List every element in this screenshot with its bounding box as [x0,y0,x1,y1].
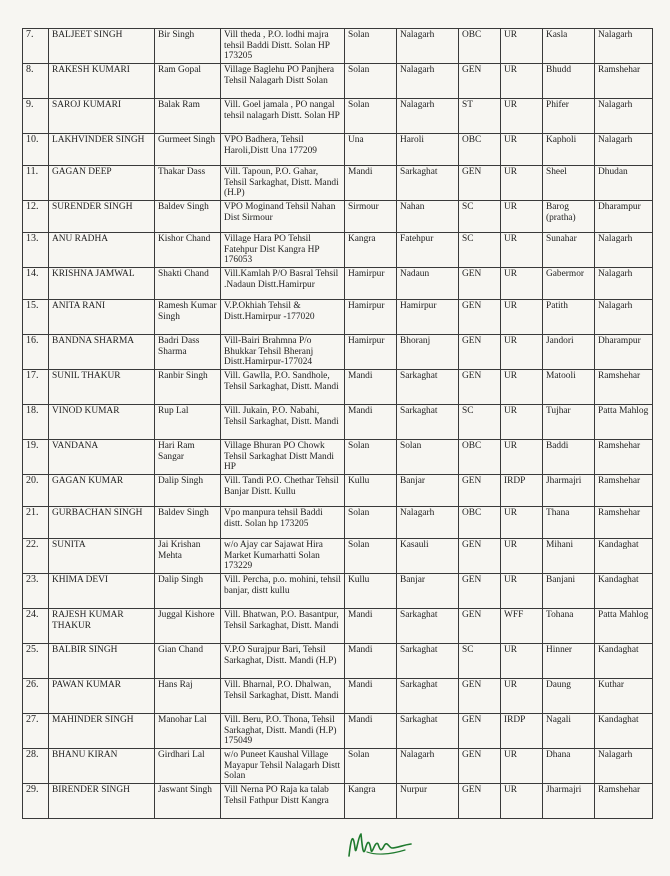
serial-number-cell: 26. [23,679,49,714]
district-cell: Mandi [345,405,397,440]
choice-cell: Nalagarh [595,134,653,166]
father-name-cell: Baldev Singh [155,507,221,539]
serial-number-cell: 7. [23,29,49,64]
choice-cell: Kandaghat [595,714,653,749]
area-cell: IRDP [501,475,543,507]
tehsil-cell: Sarkaghat [397,714,459,749]
tehsil-cell: Nalagarh [397,749,459,784]
signature [345,828,425,867]
address-cell: Vill. Bhatwan, P.O. Basantpur, Tehsil Sarkaghat, Distt. Mandi [221,609,345,644]
district-cell: Solan [345,29,397,64]
district-cell: Solan [345,507,397,539]
address-cell: Vill.Kamlah P/O Basral Tehsil .Nadaun Distt.Hamirpur [221,268,345,300]
father-name-cell: Rup Lal [155,405,221,440]
category-cell: GEN [459,749,501,784]
district-cell: Mandi [345,166,397,201]
category-cell: OBC [459,134,501,166]
category-cell: SC [459,644,501,679]
tehsil-cell: Sarkaghat [397,644,459,679]
area-cell: UR [501,29,543,64]
district-cell: Solan [345,539,397,574]
address-cell: w/o Puneet Kaushal Village Mayapur Tehsil Nalagarh Distt Solan [221,749,345,784]
choice-cell: Ramshehar [595,507,653,539]
address-cell: V.P.O Surajpur Bari, Tehsil Sarkaghat, Distt. Mandi (H.P) [221,644,345,679]
table-row [23,539,653,574]
district-cell: Hamirpur [345,300,397,335]
village-cell: Dhana [543,749,595,784]
village-cell: Hinner [543,644,595,679]
candidate-name-cell: BALBIR SINGH [49,644,155,679]
category-cell: SC [459,233,501,268]
serial-number-cell: 20. [23,475,49,507]
district-cell: Hamirpur [345,268,397,300]
village-cell: Thana [543,507,595,539]
tehsil-cell: Hamirpur [397,300,459,335]
area-cell: UR [501,644,543,679]
candidate-rows [23,29,653,819]
choice-cell: Nalagarh [595,99,653,134]
tehsil-cell: Nadaun [397,268,459,300]
candidate-name-cell: ANU RADHA [49,233,155,268]
area-cell: UR [501,64,543,99]
choice-cell: Nalagarh [595,29,653,64]
tehsil-cell: Sarkaghat [397,609,459,644]
address-cell: VPO Moginand Tehsil Nahan Dist Sirmour [221,201,345,233]
category-cell: GEN [459,166,501,201]
category-cell: SC [459,405,501,440]
category-cell: GEN [459,268,501,300]
table-row [23,268,653,300]
district-cell: Kullu [345,475,397,507]
area-cell: UR [501,335,543,370]
tehsil-cell: Sarkaghat [397,679,459,714]
table-row [23,233,653,268]
serial-number-cell: 23. [23,574,49,609]
tehsil-cell: Sarkaghat [397,405,459,440]
category-cell: ST [459,99,501,134]
category-cell: GEN [459,335,501,370]
serial-number-cell: 25. [23,644,49,679]
father-name-cell: Baldev Singh [155,201,221,233]
table-row [23,335,653,370]
serial-number-cell: 29. [23,784,49,819]
area-cell: UR [501,539,543,574]
village-cell: Patith [543,300,595,335]
district-cell: Mandi [345,714,397,749]
father-name-cell: Ramesh Kumar Singh [155,300,221,335]
category-cell: GEN [459,784,501,819]
candidate-name-cell: BANDNA SHARMA [49,335,155,370]
address-cell: Vill Nerna PO Raja ka talab Tehsil Fathpur Distt Kangra [221,784,345,819]
district-cell: Mandi [345,370,397,405]
choice-cell: Ramshehar [595,440,653,475]
candidate-name-cell: KRISHNA JAMWAL [49,268,155,300]
district-cell: Mandi [345,679,397,714]
area-cell: IRDP [501,714,543,749]
village-cell: Tohana [543,609,595,644]
category-cell: GEN [459,609,501,644]
area-cell: UR [501,268,543,300]
address-cell: Vill. Beru, P.O. Thona, Tehsil Sarkaghat, Distt. Mandi (H.P) 175049 [221,714,345,749]
father-name-cell: Dalip Singh [155,574,221,609]
village-cell: Phifer [543,99,595,134]
father-name-cell: Bir Singh [155,29,221,64]
village-cell: Jharmajri [543,784,595,819]
handwritten-signature-icon [345,828,425,862]
village-cell: Kapholi [543,134,595,166]
choice-cell: Ramshehar [595,475,653,507]
table-row [23,679,653,714]
father-name-cell: Shakti Chand [155,268,221,300]
father-name-cell: Jaswant Singh [155,784,221,819]
tehsil-cell: Nahan [397,201,459,233]
district-cell: Mandi [345,609,397,644]
village-cell: Tujhar [543,405,595,440]
candidate-name-cell: PAWAN KUMAR [49,679,155,714]
father-name-cell: Thakar Dass [155,166,221,201]
district-cell: Una [345,134,397,166]
candidate-name-cell: SUNIL THAKUR [49,370,155,405]
table-row [23,714,653,749]
district-cell: Solan [345,64,397,99]
address-cell: Vill. Tandi P.O. Chethar Tehsil Banjar Distt. Kullu [221,475,345,507]
address-cell: Vill. Bharnal, P.O. Dhalwan, Tehsil Sarkaghat, Distt. Mandi [221,679,345,714]
serial-number-cell: 18. [23,405,49,440]
candidate-name-cell: KHIMA DEVI [49,574,155,609]
candidate-name-cell: MAHINDER SINGH [49,714,155,749]
table-row [23,475,653,507]
village-cell: Jandori [543,335,595,370]
candidate-name-cell: BALJEET SINGH [49,29,155,64]
area-cell: UR [501,233,543,268]
father-name-cell: Dalip Singh [155,475,221,507]
choice-cell: Nalagarh [595,233,653,268]
candidate-name-cell: BIRENDER SINGH [49,784,155,819]
village-cell: Jharmajri [543,475,595,507]
district-cell: Mandi [345,644,397,679]
category-cell: GEN [459,539,501,574]
candidate-name-cell: SURENDER SINGH [49,201,155,233]
address-cell: Vill. Goel jamala , PO nangal tehsil nalagarh Distt. Solan HP [221,99,345,134]
serial-number-cell: 10. [23,134,49,166]
area-cell: UR [501,405,543,440]
candidate-name-cell: GURBACHAN SINGH [49,507,155,539]
village-cell: Daung [543,679,595,714]
address-cell: Vill. Tapoun, P.O. Gahar, Tehsil Sarkaghat, Distt. Mandi (H.P) [221,166,345,201]
candidate-name-cell: SAROJ KUMARI [49,99,155,134]
village-cell: Sheel [543,166,595,201]
serial-number-cell: 22. [23,539,49,574]
tehsil-cell: Fatehpur [397,233,459,268]
table-row [23,370,653,405]
area-cell: UR [501,574,543,609]
area-cell: UR [501,300,543,335]
table-row [23,574,653,609]
father-name-cell: Gurmeet Singh [155,134,221,166]
serial-number-cell: 17. [23,370,49,405]
candidate-name-cell: BHANU KIRAN [49,749,155,784]
father-name-cell: Manohar Lal [155,714,221,749]
area-cell: WFF [501,609,543,644]
table-row [23,609,653,644]
table-row [23,405,653,440]
choice-cell: Ramshehar [595,784,653,819]
table-row [23,29,653,64]
category-cell: GEN [459,679,501,714]
village-cell: Banjani [543,574,595,609]
category-cell: SC [459,201,501,233]
village-cell: Bhudd [543,64,595,99]
category-cell: GEN [459,64,501,99]
serial-number-cell: 21. [23,507,49,539]
choice-cell: Nalagarh [595,300,653,335]
category-cell: GEN [459,574,501,609]
serial-number-cell: 15. [23,300,49,335]
father-name-cell: Balak Ram [155,99,221,134]
tehsil-cell: Nalagarh [397,29,459,64]
district-cell: Solan [345,749,397,784]
address-cell: Vill-Bairi Brahmna P/o Bhukkar Tehsil Bheranj Distt.Hamirpur-177024 [221,335,345,370]
village-cell: Mihani [543,539,595,574]
area-cell: UR [501,370,543,405]
area-cell: UR [501,507,543,539]
choice-cell: Dharampur [595,335,653,370]
candidate-name-cell: VINOD KUMAR [49,405,155,440]
tehsil-cell: Sarkaghat [397,166,459,201]
village-cell: Kasla [543,29,595,64]
tehsil-cell: Banjar [397,574,459,609]
address-cell: V.P.Okhiah Tehsil & Distt.Hamirpur -177020 [221,300,345,335]
tehsil-cell: Nalagarh [397,64,459,99]
table-row [23,507,653,539]
tehsil-cell: Bhoranj [397,335,459,370]
category-cell: OBC [459,29,501,64]
choice-cell: Kandaghat [595,644,653,679]
category-cell: GEN [459,714,501,749]
serial-number-cell: 28. [23,749,49,784]
table-row [23,784,653,819]
table-row [23,300,653,335]
candidate-name-cell: GAGAN DEEP [49,166,155,201]
father-name-cell: Ram Gopal [155,64,221,99]
village-cell: Baddi [543,440,595,475]
tehsil-cell: Kasauli [397,539,459,574]
category-cell: GEN [459,300,501,335]
serial-number-cell: 9. [23,99,49,134]
category-cell: GEN [459,475,501,507]
village-cell: Nagali [543,714,595,749]
serial-number-cell: 14. [23,268,49,300]
father-name-cell: Badri Dass Sharma [155,335,221,370]
choice-cell: Dharampur [595,201,653,233]
district-cell: Hamirpur [345,335,397,370]
choice-cell: Nalagarh [595,749,653,784]
candidate-name-cell: GAGAN KUMAR [49,475,155,507]
category-cell: GEN [459,370,501,405]
address-cell: Vpo manpura tehsil Baddi distt. Solan hp 173205 [221,507,345,539]
candidate-name-cell: RAKESH KUMARI [49,64,155,99]
table-row [23,749,653,784]
village-cell: Sunahar [543,233,595,268]
area-cell: UR [501,166,543,201]
father-name-cell: Ranbir Singh [155,370,221,405]
choice-cell: Patta Mahlog [595,609,653,644]
address-cell: Village Bhuran PO Chowk Tehsil Sarkaghat Distt Mandi HP [221,440,345,475]
serial-number-cell: 16. [23,335,49,370]
choice-cell: Kandaghat [595,539,653,574]
choice-cell: Patta Mahlog [595,405,653,440]
village-cell: Matooli [543,370,595,405]
table-row [23,99,653,134]
serial-number-cell: 8. [23,64,49,99]
address-cell: Vill. Jukain, P.O. Nabahi, Tehsil Sarkaghat, Distt. Mandi [221,405,345,440]
candidate-name-cell: RAJESH KUMAR THAKUR [49,609,155,644]
tehsil-cell: Nurpur [397,784,459,819]
address-cell: Vill. Percha, p.o. mohini, tehsil banjar, distt kullu [221,574,345,609]
tehsil-cell: Solan [397,440,459,475]
area-cell: UR [501,134,543,166]
address-cell: Vill. Gawlla, P.O. Sandhole, Tehsil Sarkaghat, Distt. Mandi [221,370,345,405]
choice-cell: Dhudan [595,166,653,201]
father-name-cell: Kishor Chand [155,233,221,268]
district-cell: Kullu [345,574,397,609]
tehsil-cell: Haroli [397,134,459,166]
village-cell: Gabermor [543,268,595,300]
tehsil-cell: Nalagarh [397,507,459,539]
candidate-name-cell: SUNITA [49,539,155,574]
choice-cell: Nalagarh [595,268,653,300]
father-name-cell: Hans Raj [155,679,221,714]
tehsil-cell: Nalagarh [397,99,459,134]
district-cell: Kangra [345,784,397,819]
father-name-cell: Jai Krishan Mehta [155,539,221,574]
choice-cell: Ramshehar [595,64,653,99]
candidate-name-cell: VANDANA [49,440,155,475]
category-cell: OBC [459,507,501,539]
choice-cell: Ramshehar [595,370,653,405]
serial-number-cell: 24. [23,609,49,644]
category-cell: OBC [459,440,501,475]
address-cell: VPO Badhera, Tehsil Haroli,Distt Una 177209 [221,134,345,166]
address-cell: Vill theda , P.O. lodhi majra tehsil Baddi Distt. Solan HP 173205 [221,29,345,64]
serial-number-cell: 19. [23,440,49,475]
address-cell: w/o Ajay car Sajawat Hira Market Kumarhatti Solan 173229 [221,539,345,574]
area-cell: UR [501,201,543,233]
area-cell: UR [501,99,543,134]
serial-number-cell: 13. [23,233,49,268]
tehsil-cell: Sarkaghat [397,370,459,405]
village-cell: Barog (pratha) [543,201,595,233]
area-cell: UR [501,679,543,714]
candidate-name-cell: ANITA RANI [49,300,155,335]
father-name-cell: Girdhari Lal [155,749,221,784]
table-row [23,134,653,166]
father-name-cell: Juggal Kishore [155,609,221,644]
father-name-cell: Gian Chand [155,644,221,679]
choice-cell: Kuthar [595,679,653,714]
district-cell: Solan [345,440,397,475]
address-cell: Village Hara PO Tehsil Fatehpur Dist Kangra HP 176053 [221,233,345,268]
candidate-list-table [22,28,653,819]
area-cell: UR [501,440,543,475]
area-cell: UR [501,784,543,819]
district-cell: Solan [345,99,397,134]
table-row [23,644,653,679]
tehsil-cell: Banjar [397,475,459,507]
choice-cell: Kandaghat [595,574,653,609]
father-name-cell: Hari Ram Sangar [155,440,221,475]
address-cell: Village Baglehu PO Panjhera Tehsil Nalagarh Distt Solan [221,64,345,99]
serial-number-cell: 11. [23,166,49,201]
district-cell: Kangra [345,233,397,268]
table-row [23,166,653,201]
candidate-name-cell: LAKHVINDER SINGH [49,134,155,166]
serial-number-cell: 27. [23,714,49,749]
table-row [23,64,653,99]
area-cell: UR [501,749,543,784]
table-row [23,440,653,475]
table-row [23,201,653,233]
district-cell: Sirmour [345,201,397,233]
serial-number-cell: 12. [23,201,49,233]
